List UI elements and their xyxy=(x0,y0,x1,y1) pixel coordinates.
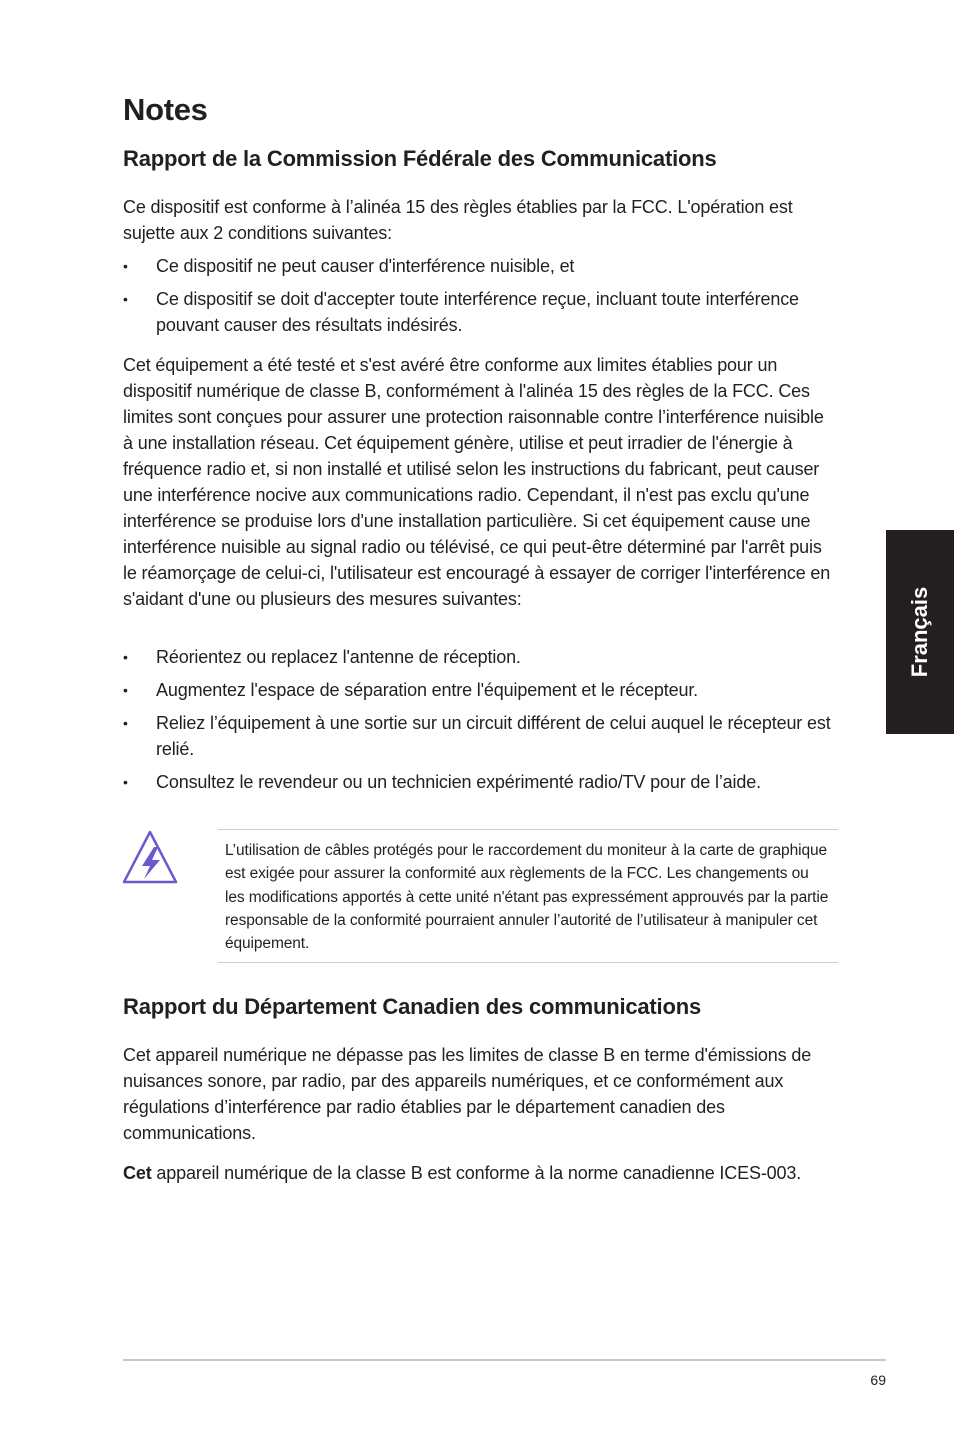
list-item-text: Réorientez ou replacez l'antenne de réception. xyxy=(156,647,521,667)
list-item-text: Ce dispositif se doit d'accepter toute interférence reçue, incluant toute interférence pouvant causer des résultats indésirés. xyxy=(156,289,799,335)
list-item xyxy=(123,677,838,703)
fcc-intro: Ce dispositif est conforme à l’alinéa 15 des règles établies par la FCC. L'opération est sujette aux 2 conditions suivantes: xyxy=(123,197,793,243)
list-item xyxy=(123,286,838,338)
language-side-tab-label: Français xyxy=(907,586,932,678)
list-item-text: Consultez le revendeur ou un technicien expérimenté radio/TV pour de l’aide. xyxy=(156,772,761,792)
canada-statement xyxy=(123,1160,863,1186)
page-title: Notes xyxy=(123,92,208,127)
warning-lightning-icon xyxy=(122,829,178,885)
bullet-icon: • xyxy=(123,258,128,274)
list-item xyxy=(123,253,838,279)
bullet-icon: • xyxy=(123,715,128,731)
fcc-paragraph: Cet équipement a été testé et s'est avéré être conforme aux limites établies pour un dispositif numérique de classe B, conformément à l'alinéa 15 des règles de la FCC. Ces limites sont conçues pour assurer une protection raisonnable contre l’interférence nuisible à une installation réseau. Cet équipement génère, utilise et peut irradier de l'énergie à fréquence radio et, si non installé et utilisé selon les instructions du fabricant, peut causer une interférence nocive aux communications radio. Cependant, il n'est pas exclu qu'une interférence se produise lors d'une installation particulière. Si cet équipement cause une interférence nuisible au signal radio ou télévisé, ce qui peut-être déterminé par l'arrêt puis le réamorçage de celui-ci, l'utilisateur est encouragé à essayer de corriger l'interférence en s'aidant d'une ou plusieurs des mesures suivantes: xyxy=(123,355,831,609)
list-item xyxy=(123,769,838,795)
list-item xyxy=(123,710,838,762)
canada-paragraph: Cet appareil numérique ne dépasse pas les limites de classe B en terme d'émissions de nuisances sonore, par radio, par des appareils numériques, et ce conformément aux régulations d’interférence par radio établies par le département canadien des communications. xyxy=(123,1045,812,1143)
footer-divider xyxy=(123,1359,886,1361)
list-item xyxy=(123,644,838,670)
canada-statement-text: appareil numérique de la classe B est conforme à la norme canadienne ICES-003. xyxy=(151,1163,802,1183)
language-side-tab xyxy=(886,530,954,734)
bullet-icon: • xyxy=(123,291,128,307)
canada-statement-bold: Cet xyxy=(123,1163,152,1183)
warning-note-text: L’utilisation de câbles protégés pour le raccordement du moniteur à la carte de graphique est exigée pour assurer la conformité aux règlements de la FCC. Les changements ou les modifications apportés à cette unité n'étant pas expressément approuvés par la partie responsable de la conformité pourraient annuler l’autorité de l’utilisateur à manipuler cet équipement. xyxy=(225,842,829,953)
list-item-text: Augmentez l'espace de séparation entre l'équipement et le récepteur. xyxy=(156,680,699,700)
list-item-text: Reliez l’équipement à une sortie sur un circuit différent de celui auquel le récepteur est relié. xyxy=(156,713,831,759)
page-number: 69 xyxy=(870,1372,886,1388)
fcc-measures-list xyxy=(123,644,838,795)
bullet-icon: • xyxy=(123,649,128,665)
fcc-conditions-list xyxy=(123,253,838,338)
fcc-heading: Rapport de la Commission Fédérale des Communications xyxy=(123,146,717,171)
bullet-icon: • xyxy=(123,682,128,698)
list-item-text: Ce dispositif ne peut causer d'interférence nuisible, et xyxy=(156,256,575,276)
bullet-icon: • xyxy=(123,774,128,790)
canada-heading: Rapport du Département Canadien des communications xyxy=(123,994,701,1019)
warning-note xyxy=(218,829,838,963)
